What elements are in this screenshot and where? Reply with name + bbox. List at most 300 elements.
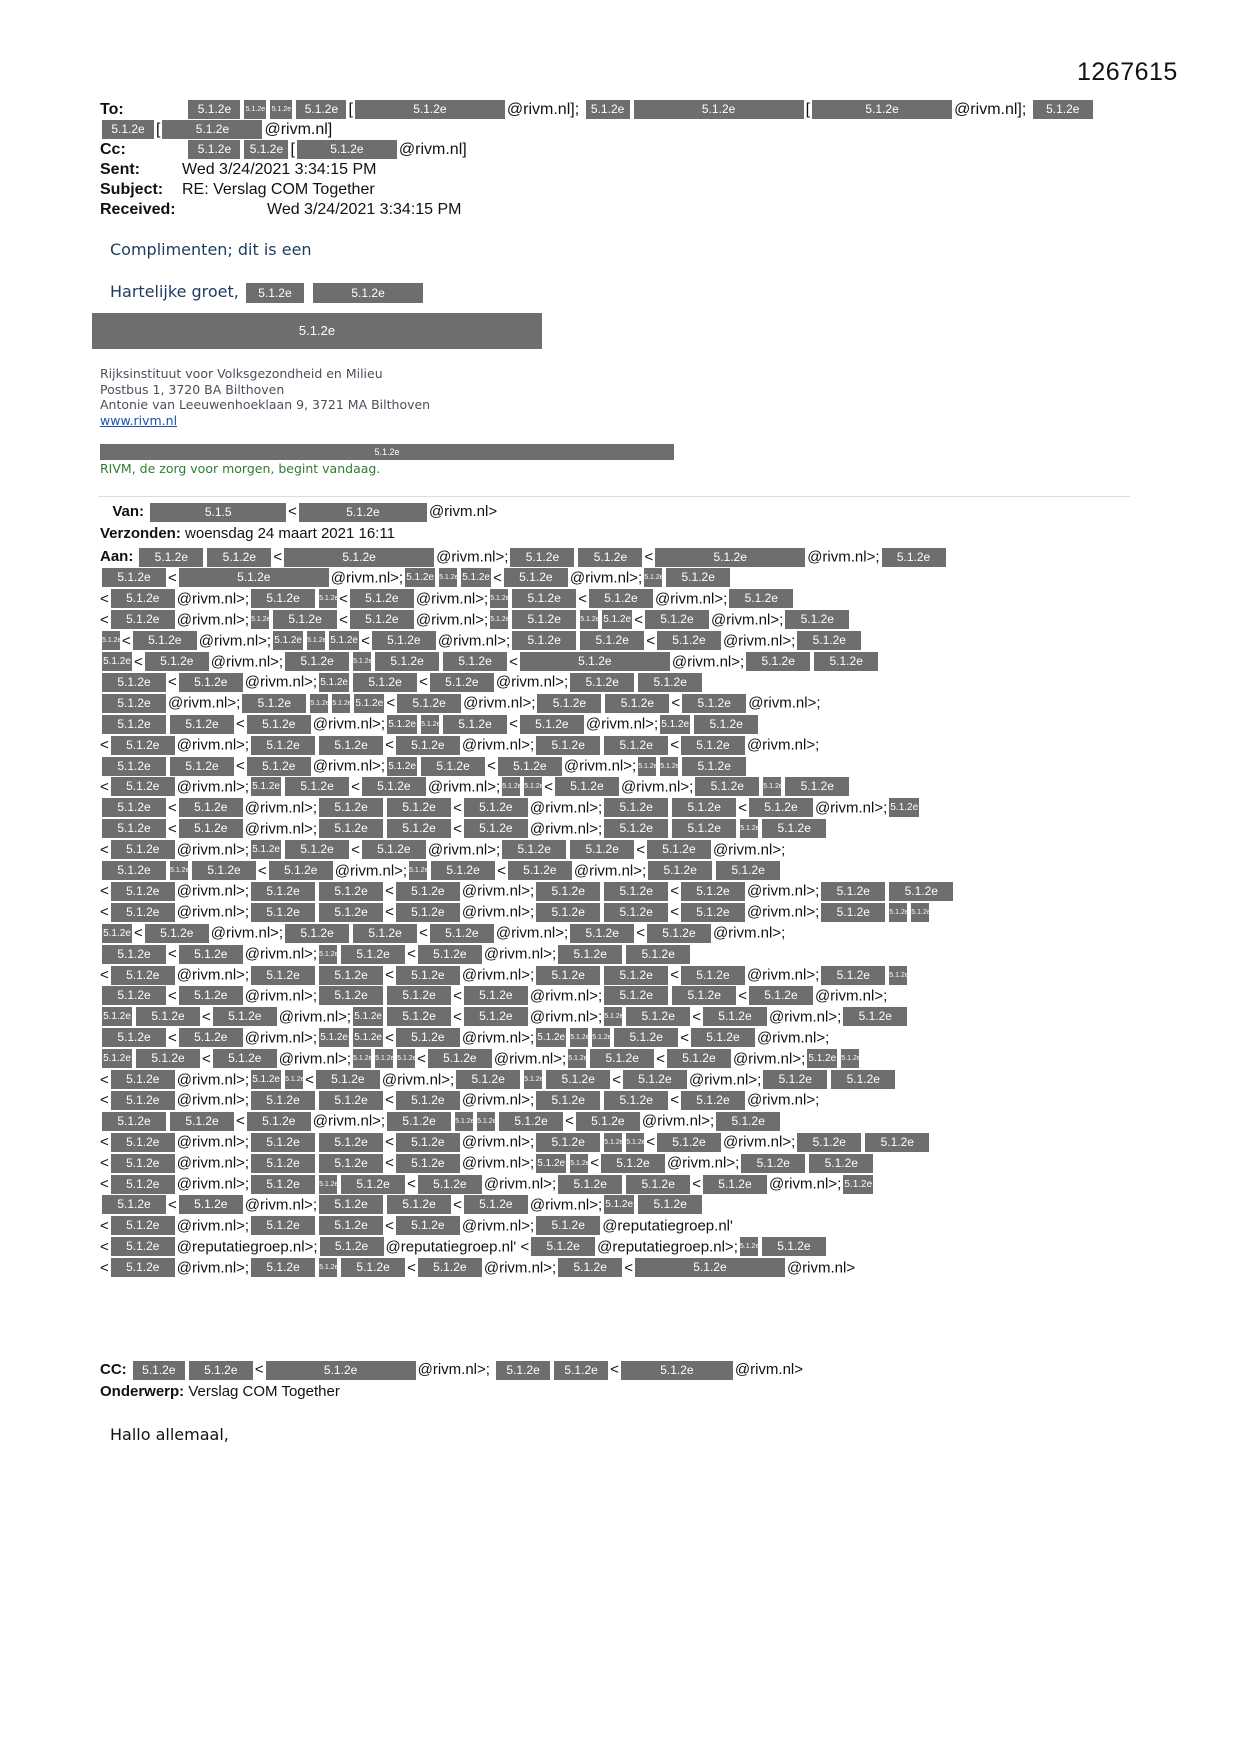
angle-bracket: < xyxy=(134,924,143,942)
redaction: 5.1.2e xyxy=(329,631,359,650)
redaction: 5.1.2e xyxy=(524,777,542,796)
redaction: 5.1.2e xyxy=(621,1361,733,1380)
redaction: 5.1.2e xyxy=(102,568,166,587)
redaction: 5.1.2e xyxy=(464,819,528,838)
van-email-suffix: @rivm.nl> xyxy=(428,503,498,520)
redaction: 5.1.2e xyxy=(536,1154,566,1173)
redaction: 5.1.2e xyxy=(353,673,417,692)
redaction: 5.1.2e xyxy=(387,819,451,838)
redaction: 5.1.2e xyxy=(635,1258,785,1277)
redaction: 5.1.2e xyxy=(604,736,668,755)
angle-bracket: < xyxy=(738,987,747,1005)
redaction: 5.1.2e xyxy=(353,1007,383,1026)
redaction: 5.1.2e xyxy=(536,1091,600,1110)
aan-row xyxy=(100,671,704,692)
redaction: 5.1.2e xyxy=(821,966,885,985)
aan-row xyxy=(100,922,785,943)
aan-row xyxy=(100,1152,875,1173)
redaction: 5.1.2e xyxy=(179,1028,243,1047)
email-suffix: @rivm.nl>; xyxy=(244,1029,318,1047)
aan-row xyxy=(100,546,948,567)
angle-bracket: < xyxy=(692,1008,701,1026)
redaction: 5.1.2e xyxy=(604,798,668,817)
redaction: 5.1.2e xyxy=(691,1028,755,1047)
redaction: 5.1.2e xyxy=(387,1007,451,1026)
angle-bracket: < xyxy=(453,820,462,838)
redaction: 5.1.2e xyxy=(672,819,736,838)
redaction: 5.1.2e xyxy=(555,777,619,796)
redaction: 5.1.2e xyxy=(397,1049,415,1068)
angle-bracket: < xyxy=(361,632,370,650)
angle-bracket: < xyxy=(680,1029,689,1047)
angle-bracket: < xyxy=(453,987,462,1005)
redaction: 5.1.2e xyxy=(889,798,919,817)
aan-row xyxy=(100,1194,704,1215)
redaction: 5.1.2e xyxy=(421,715,439,734)
reputatiegroep-suffix: @reputatiegroep.nl>; xyxy=(597,1238,738,1256)
redaction: 5.1.2e xyxy=(672,986,736,1005)
aan-row xyxy=(100,818,828,839)
redaction: 5.1.2e xyxy=(666,568,730,587)
redaction: 5.1.2e xyxy=(604,966,668,985)
website-link[interactable]: www.rivm.nl xyxy=(100,412,178,428)
redaction: 5.1.2e xyxy=(455,1112,473,1131)
redaction: 5.1.2e xyxy=(682,757,746,776)
redaction: 5.1.2e xyxy=(570,840,634,859)
email-suffix: @rivm.nl>; xyxy=(312,757,386,775)
redaction: 5.1.2e xyxy=(244,100,266,119)
to-email-suffix: @rivm.nl] xyxy=(264,121,333,138)
to-email-suffix: @rivm.nl]; xyxy=(506,101,580,118)
redaction: 5.1.2e xyxy=(179,819,243,838)
email-header: To: 5.1.2e 5.1.2e 5.1.2e 5.1.2e [ 5.1.2e @rivm.nl]; 5.1.2e 5.1.2e [ 5.1.2e @rivm.nl]; 5.1.2e 5.1.2e [ 5.1.2e @rivm.nl] Cc: 5.1.2e 5.1.2e [ 5.1.2e @rivm.nl] Sent: Wed 3/24/2021 3:34:15 PM Subject: RE: Verslag COM Together Received: Wed 3/24/2021 3:34:15 PM xyxy=(100,100,1120,220)
redaction: 5.1.2e xyxy=(660,715,690,734)
redaction: 5.1.2e xyxy=(192,861,256,880)
redaction: 5.1.2e xyxy=(251,840,281,859)
redaction: 5.1.2e xyxy=(716,861,780,880)
angle-bracket: < xyxy=(670,966,679,984)
aan-row xyxy=(100,1215,733,1236)
redaction: 5.1.2e xyxy=(645,610,709,629)
redaction: 5.1.2e xyxy=(102,945,166,964)
email-suffix: @rivm.nl>; xyxy=(168,694,241,712)
email-suffix: @rivm.nl>; xyxy=(417,1361,490,1378)
redaction: 5.1.2e xyxy=(251,1258,315,1277)
angle-bracket: < xyxy=(578,590,587,608)
angle-bracket: < xyxy=(646,632,655,650)
email-suffix: @rivm.nl>; xyxy=(814,799,888,817)
angle-bracket: < xyxy=(134,653,143,671)
angle-bracket: < xyxy=(100,1091,109,1109)
salutation: Hallo allemaal, xyxy=(110,1425,229,1444)
aan-row xyxy=(100,1257,855,1278)
redaction: 5.1.2e xyxy=(179,568,329,587)
redaction: 5.1.2e xyxy=(319,966,383,985)
redaction: 5.1.2e xyxy=(111,589,175,608)
received-label: Received: xyxy=(100,201,176,218)
aan-row xyxy=(100,734,819,755)
redaction: 5.1.2e xyxy=(604,882,668,901)
email-suffix: @rivm.nl>; xyxy=(493,1050,567,1068)
angle-bracket: < xyxy=(646,1133,655,1151)
redaction: 5.1.2e xyxy=(102,120,154,139)
redaction: 5.1.2e xyxy=(430,673,494,692)
redaction: 5.1.2e xyxy=(396,1216,460,1235)
email-suffix: @rivm.nl>; xyxy=(334,862,408,880)
redaction: 5.1.2e xyxy=(341,1258,405,1277)
email-suffix: @rivm.nl>; xyxy=(427,841,501,859)
redaction: 5.1.2e xyxy=(355,100,505,119)
email-suffix: @rivm.nl>; xyxy=(176,966,250,984)
redaction: 5.1.2e xyxy=(102,819,166,838)
redaction: 5.1.2e xyxy=(536,1133,600,1152)
angle-bracket: < xyxy=(509,653,518,671)
email-suffix: @rivm.nl> xyxy=(734,1361,804,1378)
redaction: 5.1.2e xyxy=(477,1112,495,1131)
to-label: To: xyxy=(100,101,124,118)
aan-row xyxy=(100,776,851,797)
email-suffix: @rivm.nl>; xyxy=(461,1091,535,1109)
angle-bracket: < xyxy=(407,945,416,963)
redaction: 5.1.2e xyxy=(307,631,325,650)
redaction: 5.1.2e xyxy=(372,631,436,650)
redaction: 5.1.2e xyxy=(657,1133,721,1152)
document-number: 1267615 xyxy=(1077,58,1178,86)
redaction: 5.1.2e xyxy=(763,777,781,796)
angle-bracket: < xyxy=(453,799,462,817)
redaction: 5.1.2e xyxy=(319,1154,383,1173)
redaction: 5.1.2e xyxy=(396,1154,460,1173)
redaction: 5.1.2e xyxy=(508,861,572,880)
email-suffix: @rivm.nl>; xyxy=(176,590,250,608)
redaction: 5.1.2e xyxy=(102,798,166,817)
cc-label: Cc: xyxy=(100,141,126,158)
redaction: 5.1.2e xyxy=(464,986,528,1005)
email-suffix: @rivm.nl>; xyxy=(461,736,535,754)
angle-bracket: < xyxy=(385,1091,394,1109)
email-suffix: @rivm.nl>; xyxy=(381,1071,455,1089)
angle-bracket: < xyxy=(168,945,177,963)
angle-bracket: < xyxy=(385,1133,394,1151)
email-suffix: @rivm.nl>; xyxy=(278,1008,352,1026)
redaction: 5.1.2e xyxy=(179,986,243,1005)
redaction: 5.1.2e xyxy=(133,1361,185,1380)
email-suffix: @rivm.nl>; xyxy=(807,548,880,566)
email-suffix: @rivm.nl>; xyxy=(563,757,637,775)
angle-bracket: < xyxy=(738,799,747,817)
redaction: 5.1.2e xyxy=(179,673,243,692)
redaction: 5.1.2e xyxy=(638,1195,702,1214)
redaction: 5.1.2e xyxy=(396,1028,460,1047)
redaction: 5.1.2e xyxy=(602,610,632,629)
redaction: 5.1.2e xyxy=(647,924,711,943)
angle-bracket: < xyxy=(386,694,396,712)
redaction: 5.1.2e xyxy=(102,673,166,692)
redaction: 5.1.2e xyxy=(672,798,736,817)
redaction: 5.1.2e xyxy=(251,1154,315,1173)
redaction: 5.1.2e xyxy=(396,736,460,755)
redaction: 5.1.2e xyxy=(251,966,315,985)
angle-bracket: < xyxy=(497,862,506,880)
angle-bracket: < xyxy=(100,1133,109,1151)
redaction: 5.1.2e xyxy=(655,548,805,567)
redaction: 5.1.2e xyxy=(626,945,690,964)
redaction: 5.1.2e xyxy=(285,1070,303,1089)
redaction: 5.1.2e xyxy=(843,1175,873,1194)
tagline: RIVM, de zorg voor morgen, begint vandaag. xyxy=(100,461,381,476)
redaction: 5.1.2e xyxy=(251,1133,315,1152)
redaction: 5.1.2e xyxy=(524,1070,542,1089)
angle-bracket: < xyxy=(453,1008,462,1026)
redaction: 5.1.2e xyxy=(647,840,711,859)
email-suffix: @rivm.nl>; xyxy=(244,799,318,817)
redaction: 5.1.2e xyxy=(746,652,810,671)
redaction: 5.1.2e xyxy=(319,736,383,755)
redaction: 5.1.2e xyxy=(443,715,507,734)
email-suffix: @rivm.nl>; xyxy=(722,1133,796,1151)
email-suffix: @rivm.nl>; xyxy=(495,673,569,691)
redaction: 5.1.2e xyxy=(319,903,383,922)
email-suffix: @rivm.nl>; xyxy=(483,945,557,963)
angle-bracket: < xyxy=(100,1071,109,1089)
redaction: 5.1.2e xyxy=(682,694,746,713)
redaction: 5.1.2e xyxy=(179,945,243,964)
angle-bracket: < xyxy=(339,611,348,629)
angle-bracket: < xyxy=(656,1050,665,1068)
address-street: Antonie van Leeuwenhoeklaan 9, 3721 MA Bilthoven xyxy=(100,397,431,412)
redaction: 5.1.2e xyxy=(102,861,166,880)
aan-row xyxy=(100,797,921,818)
angle-bracket: < xyxy=(509,715,518,733)
aan-row xyxy=(100,1131,931,1152)
reputatiegroep-suffix: @reputatiegroep.nl>; xyxy=(176,1238,318,1256)
email-suffix: @rivm.nl>; xyxy=(768,1008,842,1026)
redaction: 5.1.2e xyxy=(604,1091,668,1110)
redaction: 5.1.2e xyxy=(510,548,574,567)
redaction: 5.1.2e xyxy=(353,652,371,671)
redaction: 5.1.2e xyxy=(397,694,461,713)
redaction: 5.1.2e xyxy=(207,548,271,567)
angle-bracket: < xyxy=(168,1029,177,1047)
redaction: 5.1.2e xyxy=(136,1049,200,1068)
email-suffix: @rivm.nl>; xyxy=(483,1259,557,1277)
redaction: 5.1.2e xyxy=(251,777,281,796)
email-suffix: @rivm.nl>; xyxy=(176,1154,250,1172)
redaction: 5.1.2e xyxy=(604,1133,622,1152)
email-suffix: @rivm.nl>; xyxy=(176,736,250,754)
email-suffix: @rivm.nl>; xyxy=(756,1029,830,1047)
angle-bracket: < xyxy=(634,611,643,629)
redaction: 5.1.2e xyxy=(889,882,953,901)
redaction: 5.1.2e xyxy=(531,1237,595,1256)
email-suffix: @rivm.nl>; xyxy=(529,1196,603,1214)
redaction: 5.1.2e xyxy=(421,757,485,776)
redaction: 5.1.2e xyxy=(512,589,576,608)
redaction: 5.1.2e xyxy=(111,1216,175,1235)
redaction: 5.1.2e xyxy=(490,610,508,629)
redaction: 5.1.2e xyxy=(111,1237,175,1256)
greeting-text: Hartelijke groet, xyxy=(110,282,239,301)
redaction: 5.1.2e xyxy=(319,986,383,1005)
redaction: 5.1.2e xyxy=(387,798,451,817)
aan-row xyxy=(100,1006,909,1027)
email-suffix: @rivm.nl>; xyxy=(461,882,535,900)
redaction: 5.1.2e xyxy=(570,1154,588,1173)
email-suffix: @rivm.nl>; xyxy=(461,1029,535,1047)
email-suffix: @rivm.nl>; xyxy=(312,1112,386,1130)
redaction: 5.1.2e xyxy=(536,1028,566,1047)
email-suffix: @rivm.nl>; xyxy=(461,966,535,984)
redaction: 5.1.2e xyxy=(578,548,642,567)
redaction: 5.1.2e xyxy=(464,798,528,817)
angle-bracket: < xyxy=(100,590,109,608)
redaction: 5.1.2e xyxy=(681,1091,745,1110)
redaction: 5.1.2e xyxy=(681,736,745,755)
redaction: 5.1.2e xyxy=(179,1195,243,1214)
redaction: 5.1.2e xyxy=(681,903,745,922)
email-suffix: @rivm.nl>; xyxy=(732,1050,806,1068)
angle-bracket: < xyxy=(487,757,496,775)
redaction: 5.1.2e xyxy=(536,966,600,985)
redaction: 5.1.2e xyxy=(375,652,439,671)
redaction: 5.1.2e xyxy=(439,568,457,587)
redaction: 5.1.2e xyxy=(170,757,234,776)
redaction: 5.1.2e xyxy=(498,757,562,776)
aan-row xyxy=(100,1110,782,1131)
email-suffix: @rivm.nl>; xyxy=(176,1259,250,1277)
redaction: 5.1.2e xyxy=(353,1049,371,1068)
email-suffix: @rivm.nl>; xyxy=(461,903,535,921)
verzonden-label: Verzonden: xyxy=(100,525,181,542)
redaction: 5.1.2e xyxy=(296,100,346,119)
aan-row xyxy=(100,567,732,588)
aan-row xyxy=(100,1173,875,1194)
email-suffix: @rivm.nl>; xyxy=(176,903,250,921)
email-suffix: @rivm.nl>; xyxy=(746,736,820,754)
redaction: 5.1.2e xyxy=(504,568,568,587)
email-suffix: @rivm.nl>; xyxy=(814,987,888,1005)
aan-row xyxy=(100,839,785,860)
redaction: 5.1.2e xyxy=(102,715,166,734)
email-suffix: @rivm.nl>; xyxy=(210,924,284,942)
onderwerp-line xyxy=(100,1380,340,1404)
redaction: 5.1.2e xyxy=(170,861,188,880)
angle-bracket: < xyxy=(168,569,177,587)
redaction: 5.1.2e xyxy=(418,1258,482,1277)
redaction: 5.1.2e xyxy=(464,1007,528,1026)
redaction: 5.1.2e xyxy=(785,777,849,796)
email-suffix: @rivm.nl>; xyxy=(461,1154,535,1172)
redaction: 5.1.2e xyxy=(179,798,243,817)
redaction: 5.1.2e xyxy=(558,945,622,964)
email-suffix: @rivm.nl>; xyxy=(244,673,318,691)
redaction: 5.1.2e xyxy=(797,1133,861,1152)
email-suffix: @rivm.nl>; xyxy=(461,1217,535,1235)
redaction: 5.1.2e xyxy=(681,882,745,901)
redaction: 5.1.2e xyxy=(319,1195,383,1214)
angle-bracket: < xyxy=(168,1196,177,1214)
redaction: 5.1.2e xyxy=(763,1070,827,1089)
redaction: 5.1.2e xyxy=(623,1070,687,1089)
redaction: 5.1.2e xyxy=(703,1175,767,1194)
email-suffix: @rivm.nl>; xyxy=(529,820,603,838)
redaction: 5.1.2e xyxy=(316,1070,380,1089)
angle-bracket: < xyxy=(122,632,131,650)
redaction: 5.1.2e xyxy=(536,1216,600,1235)
redaction: 5.1.2e xyxy=(814,652,878,671)
redaction: 5.1.2e xyxy=(285,840,349,859)
redaction: 5.1.2e xyxy=(320,1237,384,1256)
redaction: 5.1.2e xyxy=(266,1361,416,1380)
redaction: 5.1.2e xyxy=(350,589,414,608)
redaction: 5.1.2e xyxy=(284,548,434,567)
redaction: 5.1.2e xyxy=(554,1361,608,1380)
redaction: 5.1.2e xyxy=(319,882,383,901)
email-suffix: @rivm.nl>; xyxy=(666,1154,740,1172)
angle-bracket: < xyxy=(100,778,109,796)
van-label: Van: xyxy=(112,503,144,520)
angle-bracket: < xyxy=(385,903,394,921)
email-suffix: @rivm.nl>; xyxy=(176,841,250,859)
email-suffix: @rivm.nl>; xyxy=(688,1071,762,1089)
redaction: 5.1.2e xyxy=(247,757,311,776)
redaction: 5.1.2e xyxy=(285,777,349,796)
redaction: 5.1.2e xyxy=(145,652,209,671)
reputatiegroep-suffix: @reputatiegroep.nl' < xyxy=(385,1238,530,1256)
angle-bracket: < xyxy=(100,882,109,900)
redaction: 5.1.2e xyxy=(428,1049,492,1068)
redaction: 5.1.2e xyxy=(102,1028,166,1047)
email-suffix: @rivm.nl>; xyxy=(176,1175,250,1193)
email-suffix: @rivm.nl>; xyxy=(746,903,820,921)
angle-bracket: < xyxy=(100,1238,109,1256)
redaction: 5.1.2e xyxy=(889,903,907,922)
redaction: 5.1.2e xyxy=(102,1049,132,1068)
redaction: 5.1.2e xyxy=(319,1175,337,1194)
redaction: 5.1.2e xyxy=(375,1049,393,1068)
redaction: 5.1.2e xyxy=(111,1070,175,1089)
angle-bracket: < xyxy=(202,1008,211,1026)
redaction: 5.1.2e xyxy=(570,1028,588,1047)
redaction: 5.1.2e xyxy=(246,283,304,303)
redaction: 5.1.2e xyxy=(418,945,482,964)
redaction: 5.1.2e xyxy=(111,882,175,901)
angle-bracket: < xyxy=(273,548,283,566)
angle-bracket: < xyxy=(236,1112,245,1130)
redaction: 5.1.2e xyxy=(741,1154,805,1173)
subject-value: RE: Verslag COM Together xyxy=(182,181,375,198)
redaction: 5.1.2e xyxy=(273,610,337,629)
signature-redaction: 5.1.2e xyxy=(92,313,542,349)
redaction: 5.1.2e xyxy=(841,1049,859,1068)
redaction: 5.1.2e xyxy=(350,610,414,629)
redaction: 5.1.2e xyxy=(499,1112,563,1131)
redaction: 5.1.2e xyxy=(843,1007,907,1026)
redaction: 5.1.2e xyxy=(102,924,132,943)
email-suffix: @rivm.nl>; xyxy=(641,1112,715,1130)
redaction: 5.1.2e xyxy=(251,882,315,901)
redaction: 5.1.2e xyxy=(749,986,813,1005)
redaction: 5.1.2e xyxy=(546,1070,610,1089)
redaction: 5.1.2e xyxy=(749,798,813,817)
email-suffix: @rivm.nl>; xyxy=(483,1175,557,1193)
angle-bracket: < xyxy=(100,966,109,984)
aan-row xyxy=(100,860,782,881)
redaction: 5.1.2e xyxy=(570,924,634,943)
redaction: 5.1.2e xyxy=(396,966,460,985)
reputatiegroep-suffix: @reputatiegroep.nl' xyxy=(602,1217,733,1235)
van-line: Van: 5.1.5 < 5.1.2e @rivm.nl> xyxy=(100,500,497,524)
